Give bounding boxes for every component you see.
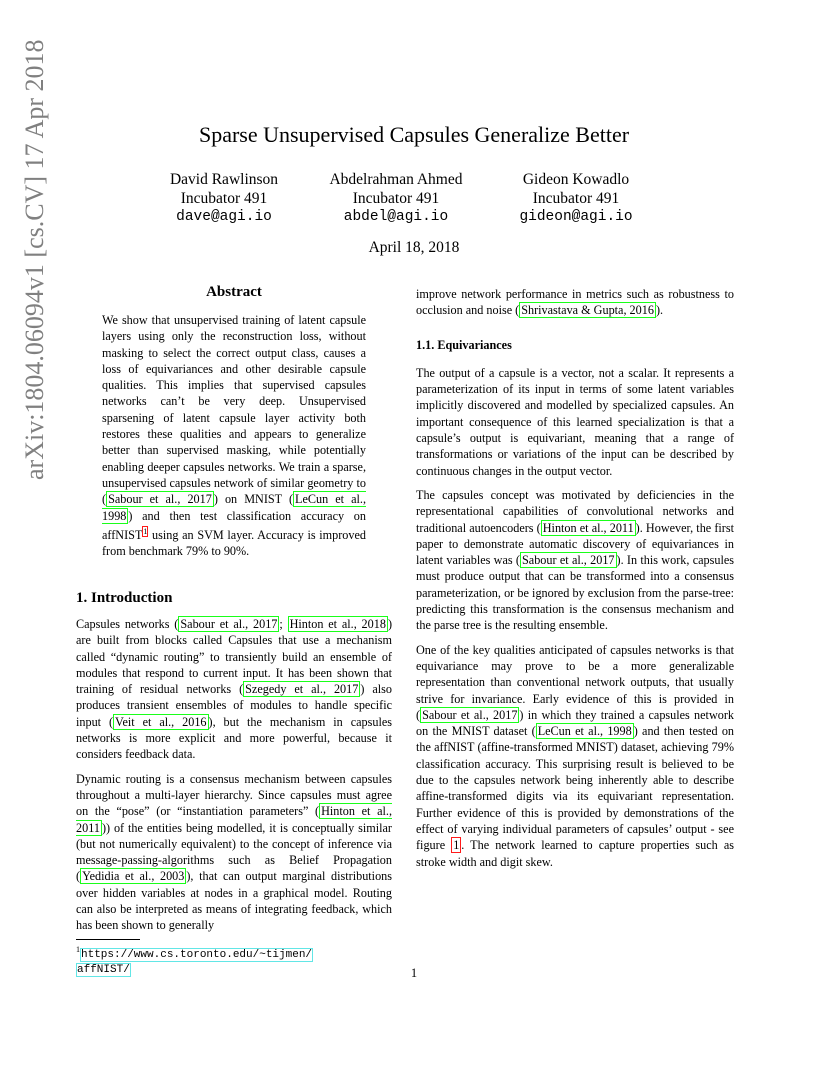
author-affiliation: Incubator 491 [532, 190, 620, 207]
author-email[interactable]: gideon@agi.io [519, 209, 633, 225]
paragraph: One of the key qualities anticipated of capsules networks is that equivariance may prove to be a more generalizable representation than conventional network outputs, that usually strive for invariance. Early evidence of this is provided in ( Sabour et al., 2017 ) in which they trained a capsules network on the MNIST dataset ( LeCun et al., 1998 ) and then tested on the affNIST (affine-transformed MNIST) dataset, achieving 79% classification accuracy. This surprising result is believed to be due to the capsules network being inherently able to describe affine-transformed digits via its equivariant representation. Further evidence of this is provided by demonstrations of the effect of varying individual parameters of capsules’ output - see figure 1 . The network learned to capture properties such as stroke width and digit skew. [416, 642, 735, 869]
citation-link[interactable]: Sabour et al., 2017 [522, 553, 615, 568]
section-heading-introduction: 1. Introduction [76, 590, 173, 606]
author-2 [296, 170, 496, 227]
paragraph: Capsules networks ( Sabour et al., 2017 ; Hinton et al., 2018 ) are built from blocks called Capsules that use a mechanism called “dynamic routing” to transiently build an ensemble of modules that respond to current input. It has been shown that training of residual networks ( Szegedy et al., 2017 ) also produces transient ensembles of modules to handle specific input ( Veit et al., 2016 ), but the mechanism in capsules networks is more explicit and more powerful, because it considers feedback data. [76, 617, 392, 762]
citation-link[interactable]: Szegedy et al., 2017 [245, 682, 359, 697]
citation-link[interactable]: Hinton et al., 2011 [542, 520, 634, 535]
author-email[interactable]: abdel@agi.io [343, 209, 449, 225]
paragraph: The output of a capsule is a vector, not a scalar. It represents a parameterization of its input in terms of some latent variables implicitly discovered and modelled by specialized capsules. An important consequence of this learned specialization is that a capsule’s output is equivariant, meaning that a range of transformations or variations of the input can be described by continuous changes in the output vector. [416, 365, 734, 478]
citation-link[interactable]: LeCun et al., 1998 [102, 492, 366, 523]
citation-link[interactable]: Shrivastava & Gupta, 2016 [521, 303, 654, 318]
citation-link[interactable]: Hinton et al., 2011 [76, 804, 392, 835]
footnote-link[interactable]: 1 [143, 526, 148, 536]
paragraph: The capsules concept was motivated by deficiencies in the representational capabilities of convolutional networks and traditional autoencoders ( Hinton et al., 2011 ). However, the first paper to demonstrate automatic discovery of equivariances in latent variables was ( Sabour et al., 2017 ). In this work, capsules must produce output that can be transformed into a consensus parameterization, or be ignored by exclusion from the parse-tree: predicting this transformation is the consensus mechanism and the parse tree is the resulting ensemble. [416, 487, 734, 633]
citation-link[interactable]: Veit et al., 2016 [115, 714, 207, 729]
footnote-mark: 1 [76, 945, 80, 954]
citation-link[interactable]: LeCun et al., 1998 [537, 724, 632, 739]
author-name: Abdelrahman Ahmed [329, 171, 463, 188]
intro-body [76, 616, 392, 942]
footnote-rule [76, 939, 140, 940]
arxiv-id: arXiv:1804.06094v1 [cs.CV] 17 Apr 2018 [20, 39, 49, 480]
abstract-text: We show that unsupervised training of latent capsule layers using only the reconstruction loss, without masking to select the correct output class, causes a loss of equivariances and other desirable capsule qualities. This implies that supervised capsules networks can’t be very deep. Unsupervised sparsening of latent capsule layer activity both restores these qualities and appears to generalize better than supervised masking, while potentially enabling deeper capsules networks. We train a sparse, unsupervised capsules network of similar geometry to ( Sabour et al., 2017 ) on MNIST ( LeCun et al., 1998 ) and then test classification accuracy on affNIST$^1$ using an SVM layer. Accuracy is improved from benchmark 79% to 90%. [102, 313, 366, 559]
citation-link[interactable]: Hinton et al., 2018 [289, 617, 386, 631]
subsection-heading-equivariances: 1.1. Equivariances [416, 337, 512, 352]
footnote-url-cont[interactable]: affNIST/ [77, 963, 130, 976]
author-email[interactable]: dave@agi.io [176, 209, 272, 225]
footnote-url[interactable]: https://www.cs.toronto.edu/~tijmen/ [81, 948, 313, 961]
author-name: Gideon Kowadlo [522, 171, 630, 188]
figure-ref-link[interactable]: 1 [453, 838, 460, 853]
citation-link[interactable]: Sabour et al., 2017 [108, 492, 212, 507]
abstract-body [102, 312, 366, 568]
paragraph: improve network performance in metrics such as robustness to occlusion and noise ( Shrivastava & Gupta, 2016 ). [416, 287, 734, 318]
author-name: David Rawlinson [169, 171, 279, 188]
citation-link[interactable]: Sabour et al., 2017 [422, 707, 518, 722]
author-affiliation: Incubator 491 [180, 190, 268, 207]
abstract-heading: Abstract [206, 284, 262, 300]
paragraph: Dynamic routing is a consensus mechanism between capsules throughout a multi-layer hierarchy. Since capsules must agree on the “pose” (or “instantiation parameters” ( Hinton et al., 2011 )) of the entities being modelled, it is conceptually similar (but not numerically equivalent) to the concept of inference via message-passing-algorithms such as Belief Propagation ( Yedidia et al., 2003 ), that can output marginal distributions over hidden variables at nodes in a graphical model. Routing can also be interpreted as means of integrating feedback, which has been shown to generally [76, 771, 392, 933]
citation-link[interactable]: Yedidia et al., 2003 [82, 869, 185, 884]
citation-link[interactable]: Sabour et al., 2017 [180, 617, 278, 631]
right-column [416, 286, 734, 878]
author-3 [476, 170, 676, 227]
author-1 [124, 170, 324, 227]
paper-title: Sparse Unsupervised Capsules Generalize Better [198, 122, 630, 147]
page-number: 1 [410, 966, 418, 980]
paper-date: April 18, 2018 [368, 239, 460, 256]
author-affiliation: Incubator 491 [352, 190, 440, 207]
